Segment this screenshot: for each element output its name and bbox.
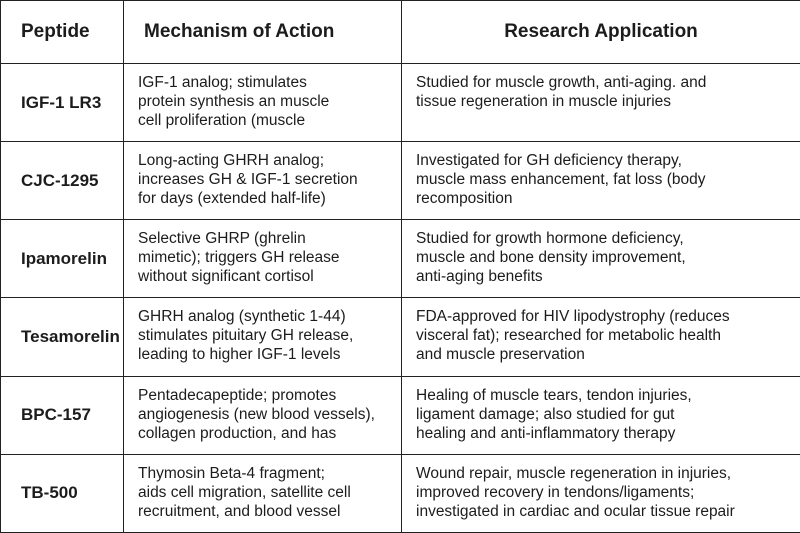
mechanism-line: leading to higher IGF-1 levels <box>138 346 341 364</box>
table-row <box>1 298 800 376</box>
peptide-name: BPC-157 <box>1 376 124 454</box>
mechanism-line: without significant cortisol <box>138 268 314 286</box>
mechanism-line: cell proliferation (muscle <box>138 112 306 129</box>
mechanism-line: stimulates pituitary GH release, <box>138 327 354 345</box>
peptide-name: Ipamorelin <box>1 220 124 298</box>
peptide-name: CJC-1295 <box>1 142 124 220</box>
application-cell <box>402 64 800 142</box>
application-line: Studied for muscle growth, anti-aging. and <box>416 74 707 91</box>
application-line: Healing of muscle tears, tendon injuries, <box>416 386 692 404</box>
mechanism-cell <box>124 220 402 298</box>
mechanism-line: recruitment, and blood vessel <box>138 502 341 520</box>
table-row <box>1 376 800 454</box>
table-row <box>1 454 800 532</box>
application-cell <box>402 298 800 376</box>
application-cell <box>402 220 800 298</box>
application-line: Investigated for GH deficiency therapy, <box>416 152 682 170</box>
application-line: muscle and bone density improvement, <box>416 249 686 267</box>
table-row <box>1 142 800 220</box>
header-application: Research Application <box>402 1 800 64</box>
mechanism-line: angiogenesis (new blood vessels), <box>138 405 375 423</box>
application-line: investigated in cardiac and ocular tissue repair <box>416 502 735 520</box>
mechanism-line: Long-acting GHRH analog; <box>138 152 325 170</box>
application-line: recomposition <box>416 190 513 208</box>
application-line: muscle mass enhancement, fat loss (body <box>416 171 706 189</box>
mechanism-cell <box>124 298 402 376</box>
mechanism-line: GHRH analog (synthetic 1-44) <box>138 308 346 326</box>
header-row <box>1 1 800 64</box>
mechanism-line: IGF-1 analog; stimulates <box>138 74 307 91</box>
application-line: FDA-approved for HIV lipodystrophy (reduces <box>416 308 730 326</box>
mechanism-line: increases GH & IGF-1 secretion <box>138 171 358 189</box>
application-line: improved recovery in tendons/ligaments; <box>416 483 695 501</box>
header-peptide: Peptide <box>1 1 124 64</box>
application-cell <box>402 454 800 532</box>
mechanism-cell <box>124 454 402 532</box>
mechanism-line: aids cell migration, satellite cell <box>138 483 351 501</box>
application-line: tissue regeneration in muscle injuries <box>416 93 672 110</box>
application-line: Wound repair, muscle regeneration in injuries, <box>416 464 732 482</box>
application-cell <box>402 376 800 454</box>
mechanism-line: Thymosin Beta-4 fragment; <box>138 464 325 482</box>
application-line: Studied for growth hormone deficiency, <box>416 230 684 248</box>
mechanism-cell <box>124 376 402 454</box>
peptide-name: IGF-1 LR3 <box>1 64 124 142</box>
peptide-name: TB-500 <box>1 454 124 532</box>
application-line: visceral fat); researched for metabolic health <box>416 327 721 345</box>
mechanism-line: for days (extended half-life) <box>138 190 326 208</box>
application-line: ligament damage; also studied for gut <box>416 405 675 423</box>
table-row <box>1 64 800 142</box>
table-row <box>1 220 800 298</box>
application-cell <box>402 142 800 220</box>
mechanism-line: Pentadecapeptide; promotes <box>138 386 337 404</box>
application-line: anti-aging benefits <box>416 268 543 286</box>
mechanism-line: collagen production, and has <box>138 424 337 442</box>
mechanism-cell <box>124 142 402 220</box>
mechanism-line: mimetic); triggers GH release <box>138 249 340 267</box>
application-line: and muscle preservation <box>416 346 585 364</box>
mechanism-line: Selective GHRP (ghrelin <box>138 230 306 248</box>
application-line: healing and anti-inflammatory therapy <box>416 424 676 442</box>
table-body <box>1 64 800 533</box>
mechanism-line: protein synthesis an muscle <box>138 93 330 110</box>
header-mechanism: Mechanism of Action <box>124 1 402 64</box>
mechanism-cell <box>124 64 402 142</box>
peptide-name: Tesamorelin <box>1 298 124 376</box>
